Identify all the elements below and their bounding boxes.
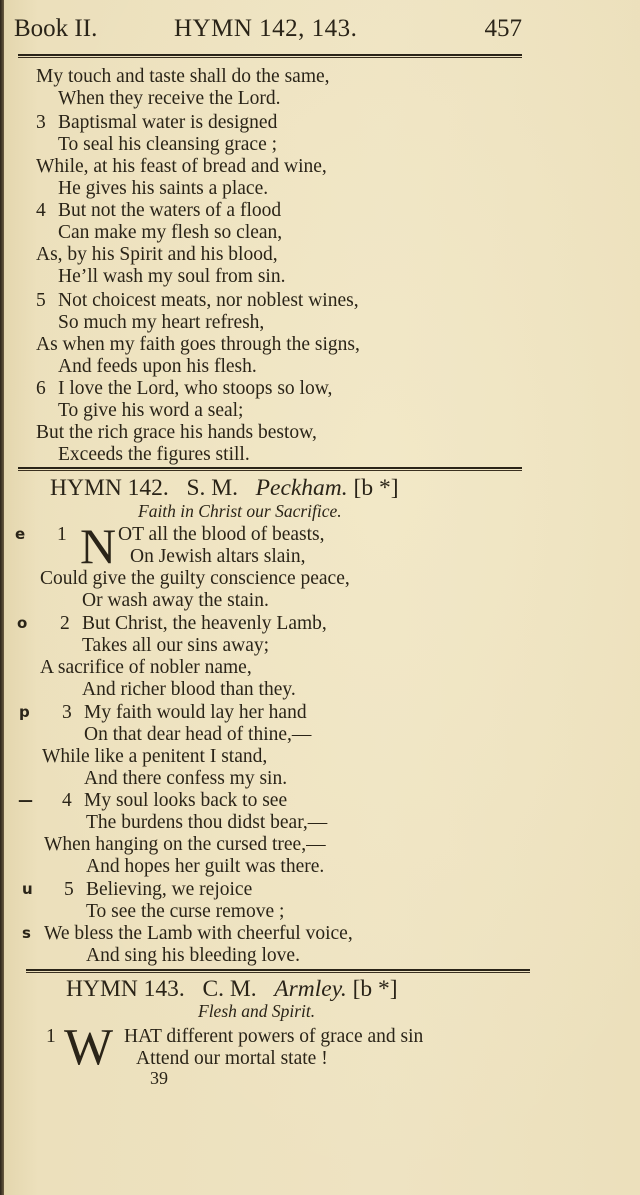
hymn-tune: Peckham.	[255, 475, 348, 501]
verse-line: Can make my flesh so clean,	[58, 222, 283, 243]
verse-line: OT all the blood of beasts,	[118, 524, 325, 545]
verse-line: My touch and taste shall do the same,	[36, 66, 330, 87]
running-head	[14, 14, 522, 44]
hymn-meter: C. M.	[202, 976, 257, 1002]
hymn-number: HYMN 142.	[50, 475, 169, 501]
running-head-title: HYMN 142, 143.	[174, 15, 358, 42]
verse-line: Attend our mortal state !	[136, 1048, 328, 1069]
hymn-marking: [b *]	[353, 475, 399, 501]
stanza-number: 4	[62, 790, 72, 811]
verse-line: My faith would lay her hand	[84, 702, 307, 723]
verse-line: And sing his bleeding love.	[86, 945, 300, 966]
dynamic-mark: e	[15, 525, 26, 543]
section-rule	[18, 467, 522, 471]
hymn-meter: S. M.	[186, 475, 239, 501]
verse-line: As, by his Spirit and his blood,	[36, 244, 278, 265]
dynamic-mark: o	[17, 614, 28, 632]
stanza-number: 5	[36, 290, 46, 311]
drop-cap: W	[64, 1019, 114, 1076]
stanza-number: 1	[46, 1026, 56, 1047]
verse-line: My soul looks back to see	[84, 790, 288, 811]
verse-line: But Christ, the heavenly Lamb,	[82, 613, 327, 634]
hymn-heading	[50, 474, 399, 502]
verse-line: Takes all our sins away;	[82, 635, 270, 656]
verse-line: The burdens thou didst bear,—	[86, 812, 328, 833]
verse-line: As when my faith goes through the signs,	[36, 334, 360, 355]
verse-line: He gives his saints a place.	[58, 178, 269, 199]
verse-line: And hopes her guilt was there.	[86, 856, 325, 877]
verse-line: When hanging on the cursed tree,—	[44, 834, 326, 855]
hymn-subtitle: Flesh and Spirit.	[198, 1001, 316, 1021]
dynamic-mark: p	[19, 703, 30, 721]
dynamic-mark: s	[22, 924, 31, 942]
verse-line: Exceeds the figures still.	[58, 444, 250, 465]
hymn-marking: [b *]	[352, 976, 398, 1002]
verse-line: While, at his feast of bread and wine,	[36, 156, 327, 177]
hymn-tune: Armley.	[274, 976, 347, 1002]
dynamic-mark: u	[22, 880, 33, 898]
verse-line: On Jewish altars slain,	[130, 546, 306, 567]
verse-line: Or wash away the stain.	[82, 590, 269, 611]
page-number: 457	[484, 15, 522, 42]
book-label: Book II.	[14, 15, 98, 42]
verse-line: Not choicest meats, nor noblest wines,	[58, 290, 359, 311]
verse-line: To seal his cleansing grace ;	[58, 134, 278, 155]
stanza-number: 2	[60, 613, 70, 634]
stanza-number: 3	[62, 702, 72, 723]
verse-line: Baptismal water is designed	[58, 112, 278, 133]
verse-line: And there confess my sin.	[84, 768, 288, 789]
stanza-number: 1	[57, 524, 67, 545]
verse-line: HAT different powers of grace and sin	[124, 1026, 424, 1047]
verse-line: So much my heart refresh,	[58, 312, 265, 333]
verse-line: We bless the Lamb with cheerful voice,	[44, 923, 353, 944]
verse-line: When they receive the Lord.	[58, 88, 281, 109]
dynamic-mark: —	[18, 791, 33, 809]
verse-line: While like a penitent I stand,	[42, 746, 268, 767]
stanza-number: 3	[36, 112, 46, 133]
stanza-number: 6	[36, 378, 46, 399]
hymn-heading	[66, 975, 398, 1003]
signature-mark: 39	[150, 1068, 168, 1088]
verse-line: On that dear head of thine,—	[84, 724, 312, 745]
verse-line: A sacrifice of nobler name,	[40, 657, 252, 678]
verse-line: Believing, we rejoice	[86, 879, 253, 900]
verse-line: To give his word a seal;	[58, 400, 244, 421]
verse-line: And feeds upon his flesh.	[58, 356, 257, 377]
section-rule	[26, 969, 530, 973]
verse-line: But not the waters of a flood	[58, 200, 282, 221]
verse-line: But the rich grace his hands bestow,	[36, 422, 317, 443]
verse-line: And richer blood than they.	[82, 679, 296, 700]
drop-cap: N	[80, 518, 117, 574]
hymn-subtitle: Faith in Christ our Sacrifice.	[138, 501, 342, 521]
stanza-number: 4	[36, 200, 46, 221]
verse-line: He’ll wash my soul from sin.	[58, 266, 286, 287]
verse-line: Could give the guilty conscience peace,	[40, 568, 350, 589]
hymn-number: HYMN 143.	[66, 976, 185, 1002]
page-gutter-shadow	[0, 0, 4, 1195]
header-rule	[18, 54, 522, 58]
verse-line: I love the Lord, who stoops so low,	[58, 378, 333, 399]
stanza-number: 5	[64, 879, 74, 900]
verse-line: To see the curse remove ;	[86, 901, 285, 922]
